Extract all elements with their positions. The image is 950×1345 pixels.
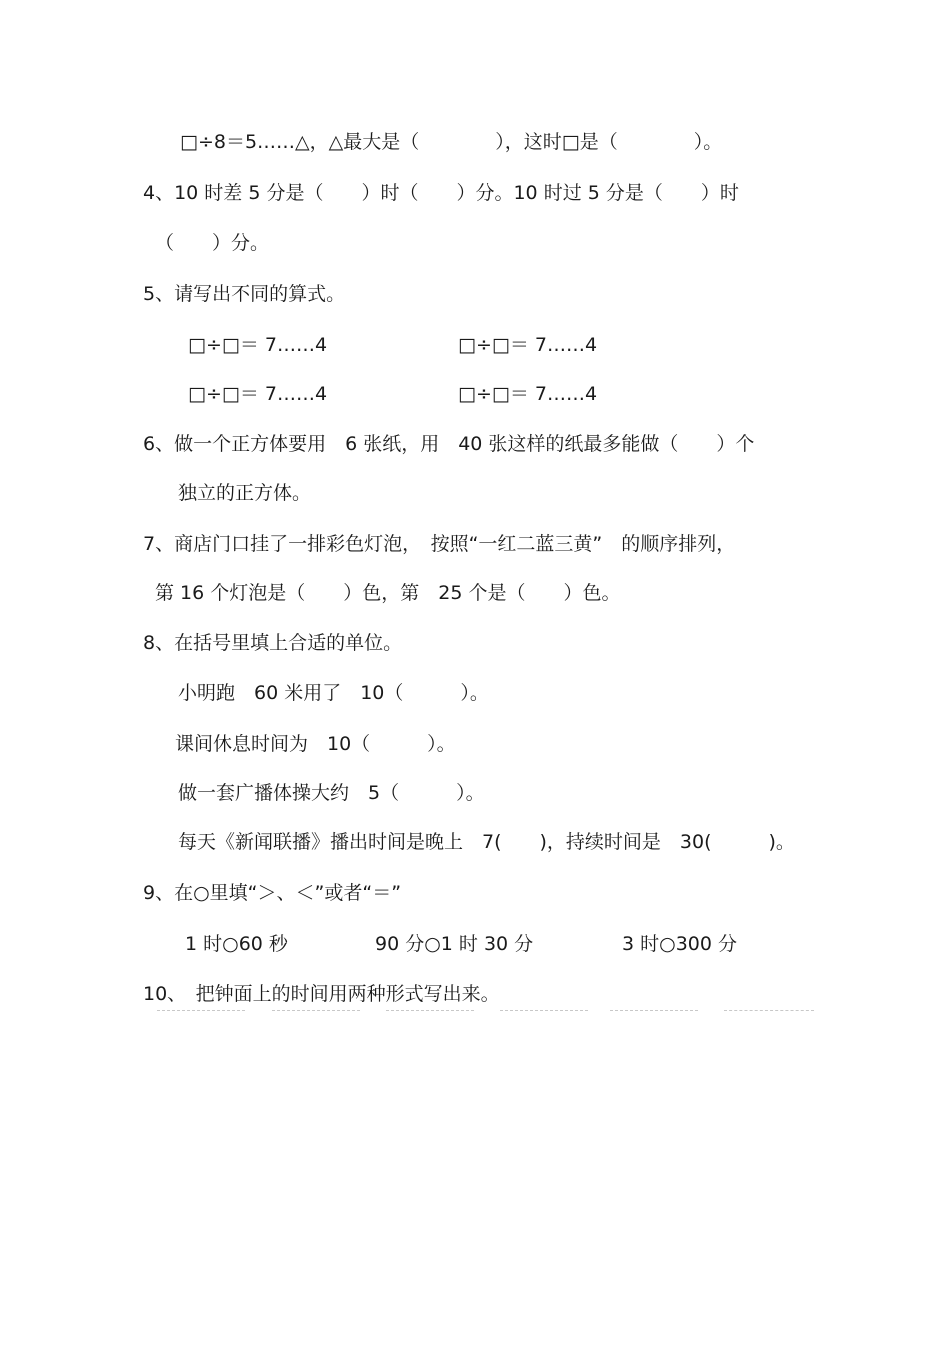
- clock-image-fragment: [500, 1010, 588, 1013]
- clock-image-fragment: [386, 1010, 474, 1013]
- q6-line2: 独立的正方体。: [178, 482, 312, 504]
- q5-expr-4: □÷□＝ 7……4: [458, 383, 598, 405]
- q8-item-1: 小明跑 60 米用了 10（ ）。: [178, 682, 489, 704]
- q9-compare-1: 1 时○60 秒: [185, 933, 288, 955]
- q3-continuation: □÷8＝5……△，△最大是（ ），这时□是（ ）。: [180, 131, 723, 153]
- q4-line1: 4、10 时差 5 分是（ ）时（ ）分。10 时过 5 分是（ ）时: [143, 182, 739, 204]
- q5-expr-3: □÷□＝ 7……4: [188, 383, 328, 405]
- q7-line2: 第 16 个灯泡是（ ）色，第 25 个是（ ）色。: [155, 582, 621, 604]
- q8-item-4: 每天《新闻联播》播出时间是晚上 7( )，持续时间是 30( )。: [178, 831, 795, 853]
- q8-item-2: 课间休息时间为 10（ ）。: [175, 733, 456, 755]
- q5-title: 5、请写出不同的算式。: [143, 283, 346, 305]
- q4-line2: （ ）分。: [155, 232, 270, 254]
- clock-image-fragment: [157, 1010, 245, 1013]
- q9-compare-3: 3 时○300 分: [622, 933, 738, 955]
- q10-title: 10、 把钟面上的时间用两种形式写出来。: [143, 983, 500, 1005]
- clock-image-fragment: [610, 1010, 698, 1013]
- q9-compare-2: 90 分○1 时 30 分: [375, 933, 534, 955]
- q8-item-3: 做一套广播体操大约 5（ ）。: [178, 782, 485, 804]
- q5-expr-1: □÷□＝ 7……4: [188, 334, 328, 356]
- q9-title: 9、在○里填“＞、＜”或者“＝”: [143, 882, 402, 904]
- q6-line1: 6、做一个正方体要用 6 张纸，用 40 张这样的纸最多能做（ ）个: [143, 433, 755, 455]
- clock-image-fragment: [724, 1010, 814, 1013]
- clock-image-fragment: [272, 1010, 360, 1013]
- q5-expr-2: □÷□＝ 7……4: [458, 334, 598, 356]
- q7-line1: 7、商店门口挂了一排彩色灯泡， 按照“一红二蓝三黄” 的顺序排列，: [143, 533, 736, 555]
- q8-title: 8、在括号里填上合适的单位。: [143, 632, 403, 654]
